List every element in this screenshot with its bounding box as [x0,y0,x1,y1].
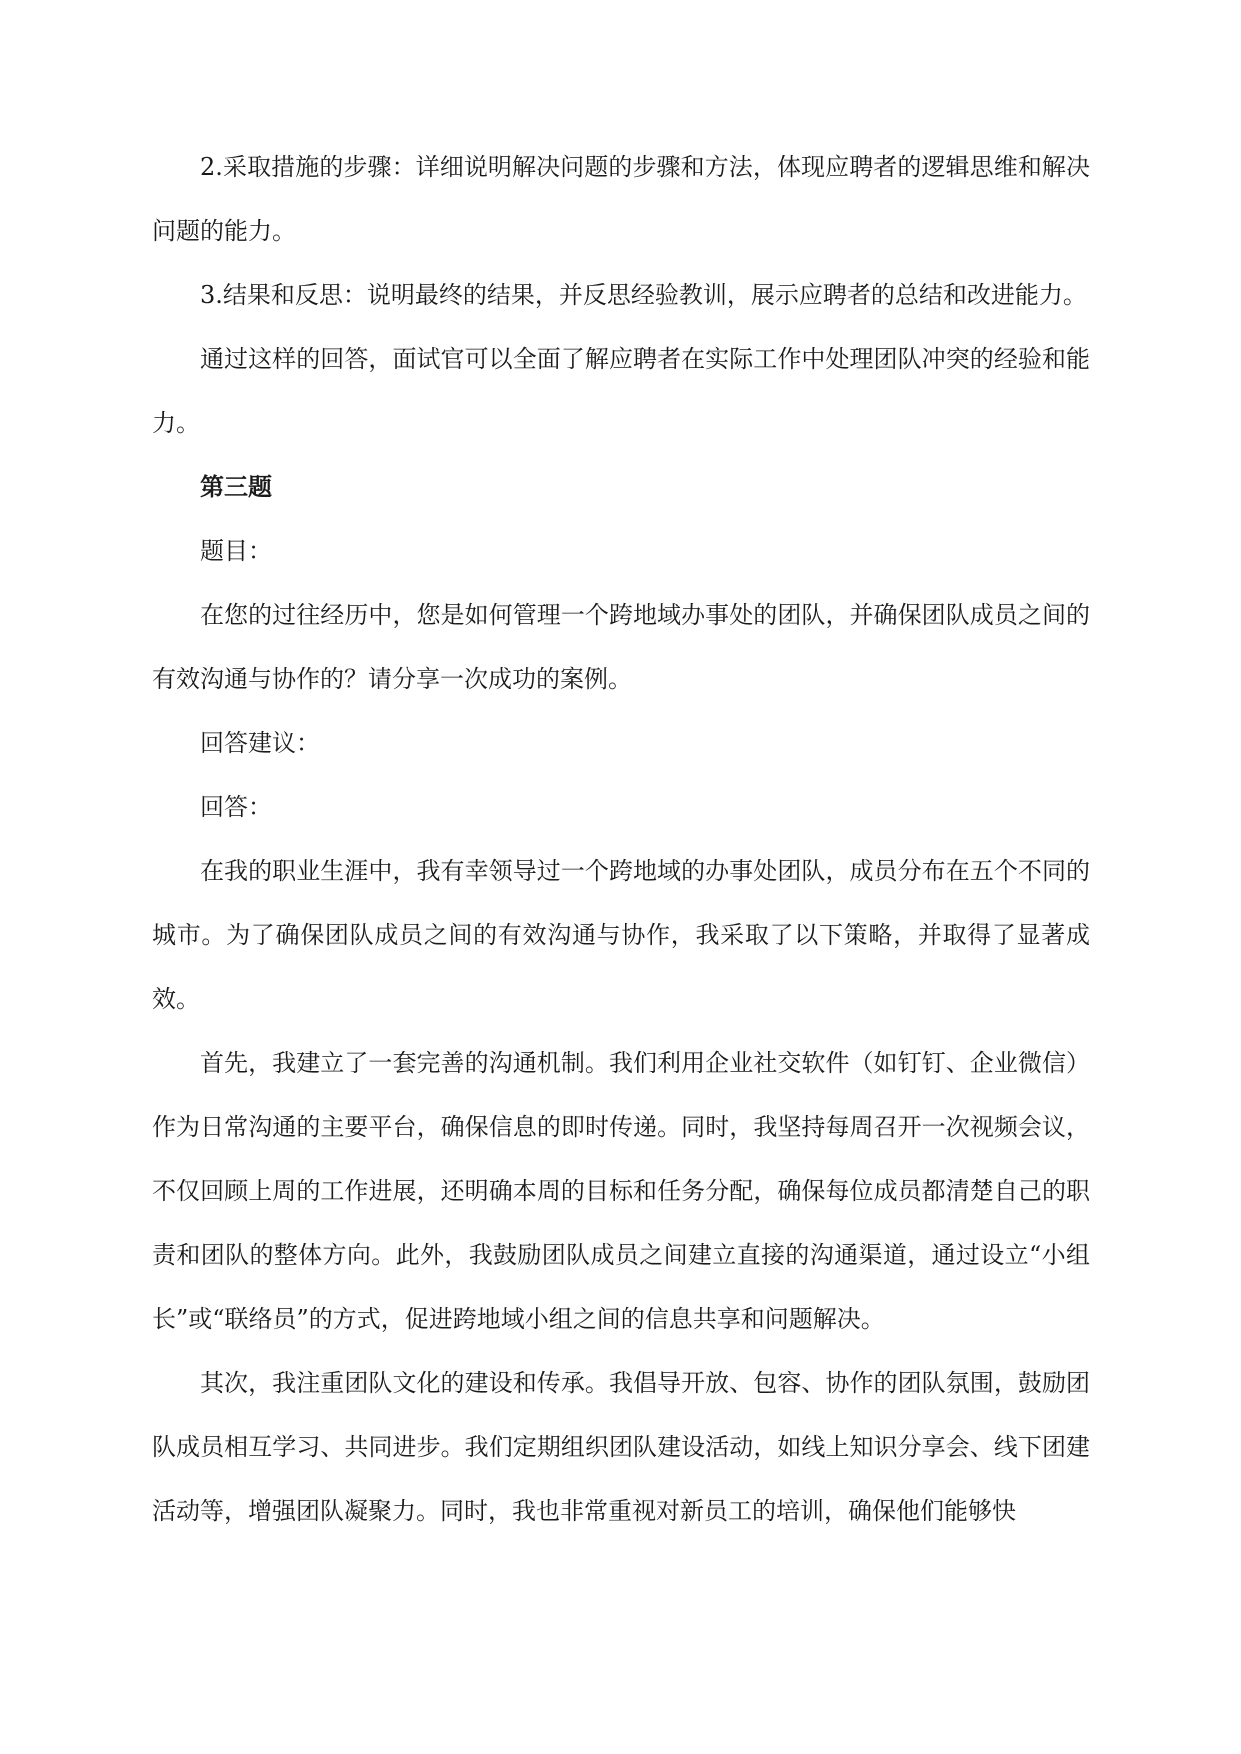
paragraph-step-2: 2.采取措施的步骤：详细说明解决问题的步骤和方法，体现应聘者的逻辑思维和解决问题的能力。 [152,153,1090,245]
paragraph-summary: 通过这样的回答，面试官可以全面了解应聘者在实际工作中处理团队冲突的经验和能力。 [152,345,1090,437]
paragraph-step-3: 3.结果和反思：说明最终的结果，并反思经验教训，展示应聘者的总结和改进能力。 [200,281,1087,309]
section-heading-question-3: 第三题 [200,473,272,501]
question-text: 在您的过往经历中，您是如何管理一个跨地域办事处的团队，并确保团队成员之间的有效沟通与协作的？请分享一次成功的案例。 [152,601,1090,693]
answer-paragraph-culture: 其次，我注重团队文化的建设和传承。我倡导开放、包容、协作的团队氛围，鼓励团队成员相互学习、共同进步。我们定期组织团队建设活动，如线上知识分享会、线下团建活动等，增强团队凝聚力。同时，我也非常重视对新员工的培训，确保他们能够快 [152,1369,1090,1525]
question-label: 题目： [200,537,272,565]
answer-label: 回答： [200,793,272,821]
document-body [152,135,1090,1543]
answer-paragraph-communication: 首先，我建立了一套完善的沟通机制。我们利用企业社交软件（如钉钉、企业微信）作为日常沟通的主要平台，确保信息的即时传递。同时，我坚持每周召开一次视频会议，不仅回顾上周的工作进展，还明确本周的目标和任务分配，确保每位成员都清楚自己的职责和团队的整体方向。此外，我鼓励团队成员之间建立直接的沟通渠道，通过设立“小组长”或“联络员”的方式，促进跨地域小组之间的信息共享和问题解决。 [152,1049,1090,1333]
answer-paragraph-intro: 在我的职业生涯中，我有幸领导过一个跨地域的办事处团队，成员分布在五个不同的城市。为了确保团队成员之间的有效沟通与协作，我采取了以下策略，并取得了显著成效。 [152,857,1090,1013]
answer-suggestion-label: 回答建议： [200,729,320,757]
